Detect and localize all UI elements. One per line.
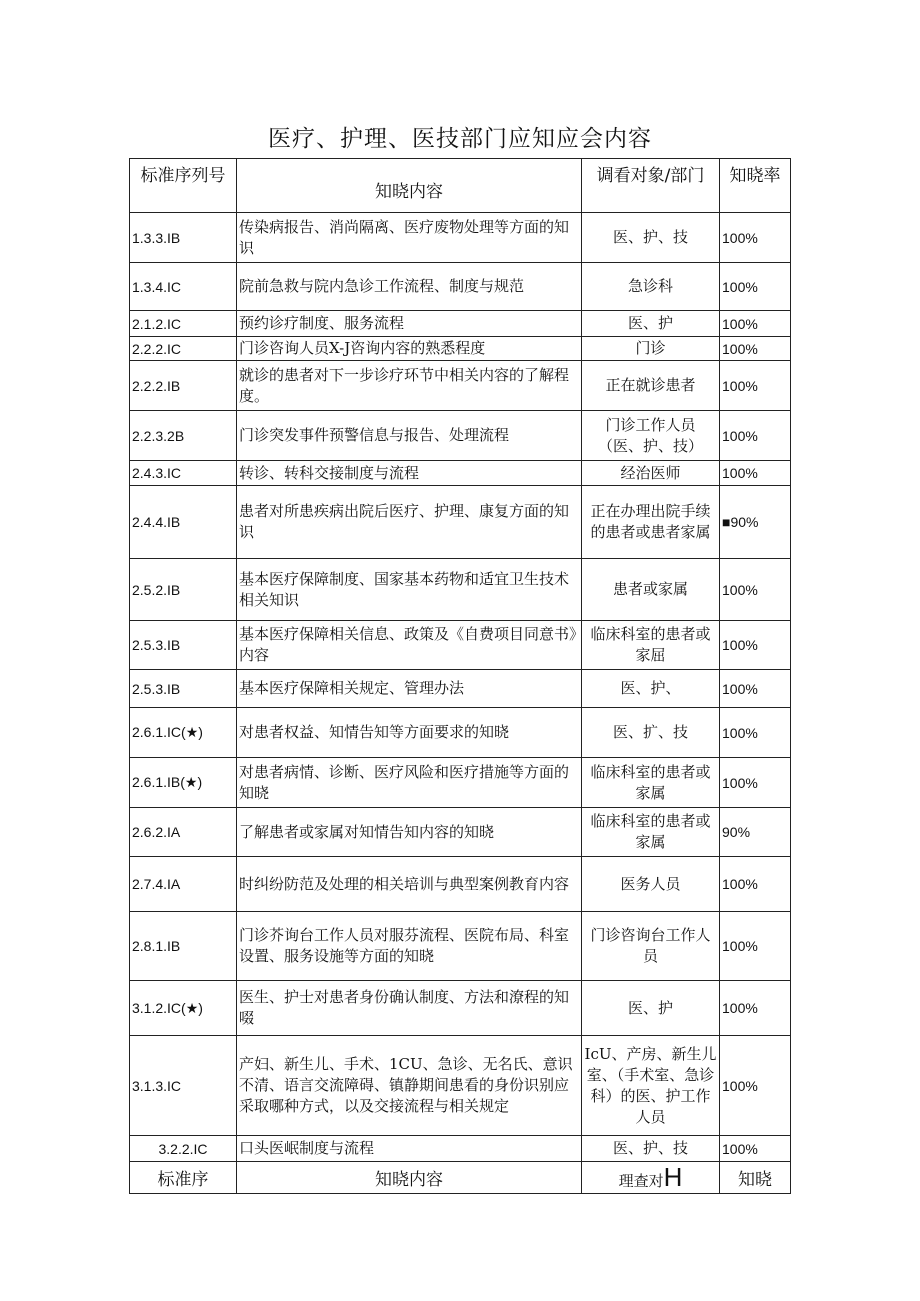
row-content: 基本医疗保障相关信息、政策及《自费项目同意书》内容: [237, 621, 582, 670]
row-code: 2.5.2.IB: [130, 559, 237, 621]
row-rate: 100%: [720, 311, 791, 337]
table-row: [130, 912, 791, 981]
row-code: 3.2.2.IC: [130, 1136, 237, 1162]
row-target: 临床科室的患者或家属: [582, 808, 720, 857]
row-target: 经治医师: [582, 461, 720, 486]
row-target: 正在办理出院手续的患者或患者家属: [582, 486, 720, 559]
table-row: [130, 263, 791, 311]
row-content: 口头医岷制度与流程: [237, 1136, 582, 1162]
row-rate: 100%: [720, 670, 791, 708]
row-code: 2.6.1.IB(★): [130, 758, 237, 808]
header-content: 知晓内容: [237, 159, 582, 213]
footer-target-glyph: H: [663, 1162, 683, 1192]
knowledge-table: [129, 158, 791, 1194]
row-rate: 100%: [720, 461, 791, 486]
row-target: 门诊: [582, 337, 720, 361]
row-target: 医、护: [582, 981, 720, 1036]
table-row: [130, 808, 791, 857]
row-code: 2.5.3.IB: [130, 621, 237, 670]
header-row: [130, 159, 791, 213]
table-row: [130, 213, 791, 263]
row-rate: 100%: [720, 361, 791, 411]
row-content: 门诊咨询人员X-J咨询内容的熟悉程度: [237, 337, 582, 361]
row-target: 急诊科: [582, 263, 720, 311]
row-content: 基本医疗保障制度、国家基本药物和适宜卫生技术相关知识: [237, 559, 582, 621]
row-target: 门诊工作人员（医、护、技）: [582, 411, 720, 461]
row-content: 患者对所患疾病出院后医疗、护理、康复方面的知识: [237, 486, 582, 559]
row-rate: 100%: [720, 912, 791, 981]
row-rate: 90%: [720, 808, 791, 857]
table-row: [130, 559, 791, 621]
row-content: 时纠纷防范及处理的相关培训与典型案例教育内容: [237, 857, 582, 912]
header-code: 标准序列号: [130, 159, 237, 213]
table-row: [130, 361, 791, 411]
row-code: 2.6.1.IC(★): [130, 708, 237, 758]
row-target: 医、护、技: [582, 213, 720, 263]
row-rate: 100%: [720, 559, 791, 621]
row-code: 2.1.2.IC: [130, 311, 237, 337]
row-code: 2.2.3.2B: [130, 411, 237, 461]
row-content: 门诊突发事件预警信息与报告、处理流程: [237, 411, 582, 461]
footer-code: 标准序: [130, 1162, 237, 1194]
row-rate: 100%: [720, 213, 791, 263]
row-content: 产妇、新生儿、手术、1CU、急诊、无名氏、意识不清、语言交流障碍、镇静期间患看的身份识别应采取哪种方式，以及交接流程与相关规定: [237, 1036, 582, 1136]
footer-rate: 知晓: [720, 1162, 791, 1194]
table-row: [130, 670, 791, 708]
row-code: 2.5.3.IB: [130, 670, 237, 708]
table-row: [130, 1036, 791, 1136]
row-target: 临床科室的患者或家屈: [582, 621, 720, 670]
row-content: 就诊的患者对下一步诊疗环节中相关内容的了解程度。: [237, 361, 582, 411]
footer-target-text: 理查对: [618, 1172, 664, 1190]
table-row: [130, 411, 791, 461]
row-code: 2.4.4.IB: [130, 486, 237, 559]
row-code: 2.7.4.IA: [130, 857, 237, 912]
row-content: 传染病报告、消尚隔离、医疗废物处理等方面的知识: [237, 213, 582, 263]
table-row: [130, 758, 791, 808]
row-code: 1.3.4.IC: [130, 263, 237, 311]
row-content: 院前急救与院内急诊工作流程、制度与规范: [237, 263, 582, 311]
row-target: 医务人员: [582, 857, 720, 912]
table-row: [130, 311, 791, 337]
row-rate: 100%: [720, 621, 791, 670]
table-row: [130, 857, 791, 912]
row-rate: 100%: [720, 708, 791, 758]
row-rate: ■90%: [720, 486, 791, 559]
row-code: 3.1.2.IC(★): [130, 981, 237, 1036]
table-row: [130, 1136, 791, 1162]
table-row: [130, 337, 791, 361]
table-row: [130, 708, 791, 758]
table-row: [130, 486, 791, 559]
row-rate: 100%: [720, 1136, 791, 1162]
row-rate: 100%: [720, 1036, 791, 1136]
row-target: 医、护、: [582, 670, 720, 708]
row-code: 2.4.3.IC: [130, 461, 237, 486]
row-target: 正在就诊患者: [582, 361, 720, 411]
row-target: 门诊咨询台工作人员: [582, 912, 720, 981]
row-content: 转诊、转科交接制度与流程: [237, 461, 582, 486]
header-target: 调看对象/部门: [582, 159, 720, 213]
row-content: 了解患者或家属对知情告知内容的知晓: [237, 808, 582, 857]
row-code: 3.1.3.IC: [130, 1036, 237, 1136]
row-content: 对患者病情、诊断、医疗风险和医疗措施等方面的知晓: [237, 758, 582, 808]
row-target: 患者或家属: [582, 559, 720, 621]
row-content: 基本医疗保障相关规定、管理办法: [237, 670, 582, 708]
row-target: IcU、产房、新生儿室、（手术室、急诊科）的医、护工作人员: [582, 1036, 720, 1136]
row-code: 1.3.3.IB: [130, 213, 237, 263]
row-target: 医、护: [582, 311, 720, 337]
row-rate: 100%: [720, 758, 791, 808]
row-rate: 100%: [720, 857, 791, 912]
table-row: [130, 981, 791, 1036]
row-content: 医生、护士对患者身份确认制度、方法和潦程的知啜: [237, 981, 582, 1036]
page-title: 医疗、护理、医技部门应知应会内容: [268, 126, 652, 152]
table-row: [130, 461, 791, 486]
footer-target: [582, 1162, 720, 1194]
row-code: 2.8.1.IB: [130, 912, 237, 981]
footer-content: 知晓内容: [237, 1162, 582, 1194]
row-target: 临床科室的患者或家属: [582, 758, 720, 808]
row-rate: 100%: [720, 337, 791, 361]
row-content: 对患者权益、知情告知等方面要求的知晓: [237, 708, 582, 758]
row-rate: 100%: [720, 263, 791, 311]
row-rate: 100%: [720, 411, 791, 461]
row-target: 医、护、技: [582, 1136, 720, 1162]
row-target: 医、扩、技: [582, 708, 720, 758]
header-rate: 知晓率: [720, 159, 791, 213]
footer-header-row: [130, 1162, 791, 1194]
row-content: 预约诊疗制度、服务流程: [237, 311, 582, 337]
row-code: 2.2.2.IB: [130, 361, 237, 411]
row-rate: 100%: [720, 981, 791, 1036]
row-code: 2.6.2.IA: [130, 808, 237, 857]
row-code: 2.2.2.IC: [130, 337, 237, 361]
table-row: [130, 621, 791, 670]
row-content: 门诊芥询台工作人员对服芬流程、医院布局、科室设置、服务设施等方面的知晓: [237, 912, 582, 981]
